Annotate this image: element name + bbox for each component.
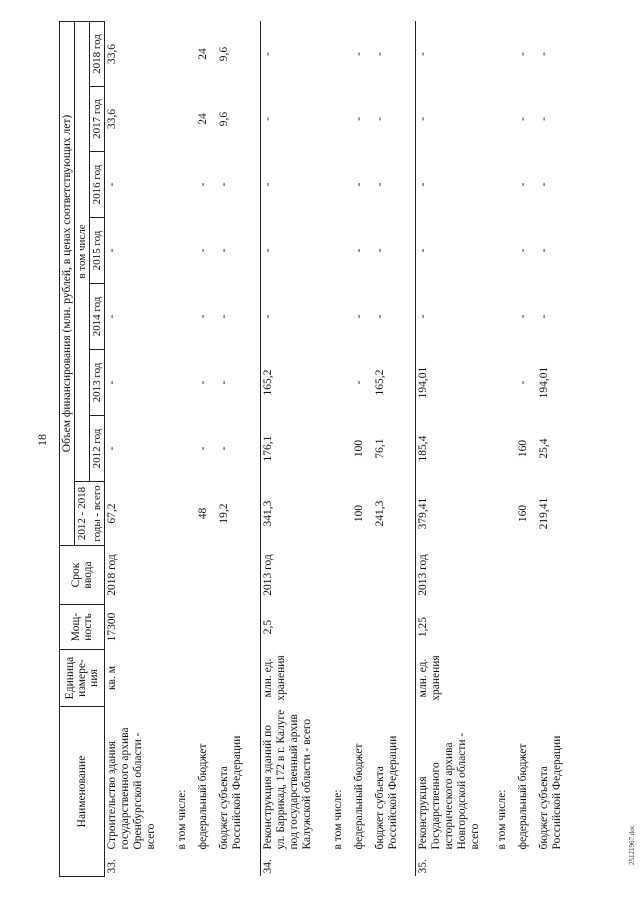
rotated-page-content: [59, 22, 579, 877]
header-financing: Объем финансирования (млн. рублей, в ценах соответствующих лет): [60, 22, 75, 546]
row-2013: -: [352, 380, 365, 385]
row-2014: -: [260, 284, 331, 350]
header-year: 2018 год: [90, 22, 105, 87]
row-2017: 33,6: [105, 87, 176, 152]
row-name: федеральный бюджет: [197, 743, 210, 850]
row-total: 48: [197, 507, 210, 520]
header-period-total: годы - всего: [90, 482, 105, 546]
row-2016: -: [416, 152, 495, 218]
header-name: Наименование: [60, 707, 105, 877]
row-2013: 165,2: [260, 350, 331, 416]
row-number: 35.: [416, 853, 495, 877]
header-year: 2017 год: [90, 87, 105, 152]
row-term: 2018 год: [105, 546, 176, 605]
header-including: в том числе: [75, 22, 90, 482]
table-row: [416, 22, 495, 877]
row-name: бюджет субъекта Российской Федерации: [218, 735, 244, 850]
row-2013: -: [516, 380, 529, 385]
row-term: 2013 год: [260, 546, 331, 605]
header-period: 2012 - 2018: [75, 482, 90, 546]
row-2014: -: [537, 314, 550, 319]
row-total: 341,3: [260, 482, 331, 546]
row-term: 2013 год: [416, 546, 495, 605]
row-2012: -: [197, 446, 210, 451]
header-year: 2015 год: [90, 218, 105, 284]
row-2015: -: [516, 248, 529, 253]
row-2014: -: [218, 314, 231, 319]
row-2016: -: [197, 182, 210, 187]
header-unit: Единица измере-ния: [60, 650, 105, 707]
row-2018: 33,6: [105, 22, 176, 87]
row-2018: -: [516, 52, 529, 56]
table-row: [352, 22, 373, 877]
page-number: 18: [35, 434, 49, 446]
row-2012: 176,1: [260, 416, 331, 482]
row-capacity: 2,5: [260, 605, 331, 650]
row-name: федеральный бюджет: [516, 743, 529, 850]
row-capacity: 17300: [105, 605, 176, 650]
row-2018: 9,6: [218, 46, 231, 62]
table-row: [331, 22, 352, 877]
table-row: [495, 22, 516, 877]
table-row: [175, 22, 196, 877]
row-2013: 165,2: [374, 369, 387, 396]
row-2017: -: [352, 117, 365, 121]
row-2016: -: [260, 152, 331, 218]
row-2016: -: [374, 182, 387, 187]
row-2012: 76,1: [374, 438, 387, 459]
row-name: Строительство здания государственного архива Оренбургской области - всего: [105, 707, 176, 853]
row-number: 33.: [105, 853, 176, 877]
row-2012: -: [218, 446, 231, 451]
header-year: 2013 год: [90, 350, 105, 416]
header-year: 2012 год: [90, 416, 105, 482]
row-2017: 24: [197, 113, 210, 125]
row-name: в том числе:: [495, 789, 508, 850]
row-2018: -: [537, 52, 550, 56]
row-2015: -: [416, 218, 495, 284]
row-total: 160: [516, 504, 529, 523]
table-header: [60, 22, 105, 877]
row-2018: 24: [197, 48, 210, 60]
row-2017: 9,6: [218, 111, 231, 127]
row-2017: -: [516, 117, 529, 121]
row-2017: -: [260, 87, 331, 152]
row-2015: -: [374, 248, 387, 253]
row-total: 219,41: [537, 497, 550, 530]
row-2012: 25,4: [537, 438, 550, 459]
row-unit: кв. м: [105, 650, 176, 707]
table-row: [373, 22, 416, 877]
table-row: [260, 22, 331, 877]
row-2012: 160: [516, 439, 529, 458]
table-body: [105, 22, 580, 877]
row-name: Реконструкция Государственного исторического архива Новгородской области - всего: [416, 707, 495, 853]
row-2013: 194,01: [537, 366, 550, 399]
row-2016: -: [352, 182, 365, 187]
row-2018: -: [352, 52, 365, 56]
row-total: 241,3: [374, 500, 387, 527]
table-row: [196, 22, 217, 877]
row-2014: -: [352, 314, 365, 319]
row-name: бюджет субъекта Российской Федерации: [537, 735, 563, 850]
row-name: в том числе:: [176, 789, 189, 850]
header-year: 2014 год: [90, 284, 105, 350]
row-2014: -: [374, 314, 387, 319]
document-id: 25121967.doc: [628, 825, 636, 865]
row-2015: -: [537, 248, 550, 253]
table-row: [537, 22, 579, 877]
row-2016: -: [537, 182, 550, 187]
row-name: федеральный бюджет: [352, 743, 365, 850]
row-number: 34.: [260, 853, 331, 877]
table-row: [105, 22, 176, 877]
row-2015: -: [218, 248, 231, 253]
row-2017: -: [537, 117, 550, 121]
row-2014: -: [516, 314, 529, 319]
row-2012: 100: [352, 439, 365, 458]
row-unit: млн. ед. хранения: [260, 650, 331, 707]
row-2013: 194,01: [416, 350, 495, 416]
row-name: в том числе:: [331, 789, 344, 850]
row-total: 100: [352, 504, 365, 523]
row-2015: -: [197, 248, 210, 253]
row-total: 379,41: [416, 482, 495, 546]
row-2017: -: [416, 87, 495, 152]
row-2016: -: [105, 152, 176, 218]
financing-table: [59, 21, 579, 877]
row-2017: -: [374, 117, 387, 121]
row-2014: -: [105, 284, 176, 350]
table-row: [217, 22, 260, 877]
row-2015: -: [105, 218, 176, 284]
table-row: [516, 22, 537, 877]
row-2016: -: [218, 182, 231, 187]
row-2012: 185,4: [416, 416, 495, 482]
row-total: 67,2: [105, 482, 176, 546]
row-2012: -: [105, 416, 176, 482]
row-total: 19,2: [218, 503, 231, 524]
row-2014: -: [197, 314, 210, 319]
row-name: бюджет субъекта Российской Федерации: [374, 735, 400, 850]
row-2015: -: [352, 248, 365, 253]
row-2018: -: [260, 22, 331, 87]
row-2015: -: [260, 218, 331, 284]
row-2018: -: [416, 22, 495, 87]
row-2013: -: [218, 380, 231, 385]
row-unit: млн. ед. хранения: [416, 650, 495, 707]
header-commission: Срок ввода: [60, 546, 105, 605]
row-2018: -: [374, 52, 387, 56]
row-2016: -: [516, 182, 529, 187]
header-year: 2016 год: [90, 152, 105, 218]
header-capacity: Мощ-ность: [60, 605, 105, 650]
row-capacity: 1,25: [416, 605, 495, 650]
row-2013: -: [105, 350, 176, 416]
row-2014: -: [416, 284, 495, 350]
row-2013: -: [197, 380, 210, 385]
row-name: Реконструкция зданий по ул. Баррикад, 172 в г. Калуге под государственный архив Калужской области - всего: [260, 707, 331, 853]
